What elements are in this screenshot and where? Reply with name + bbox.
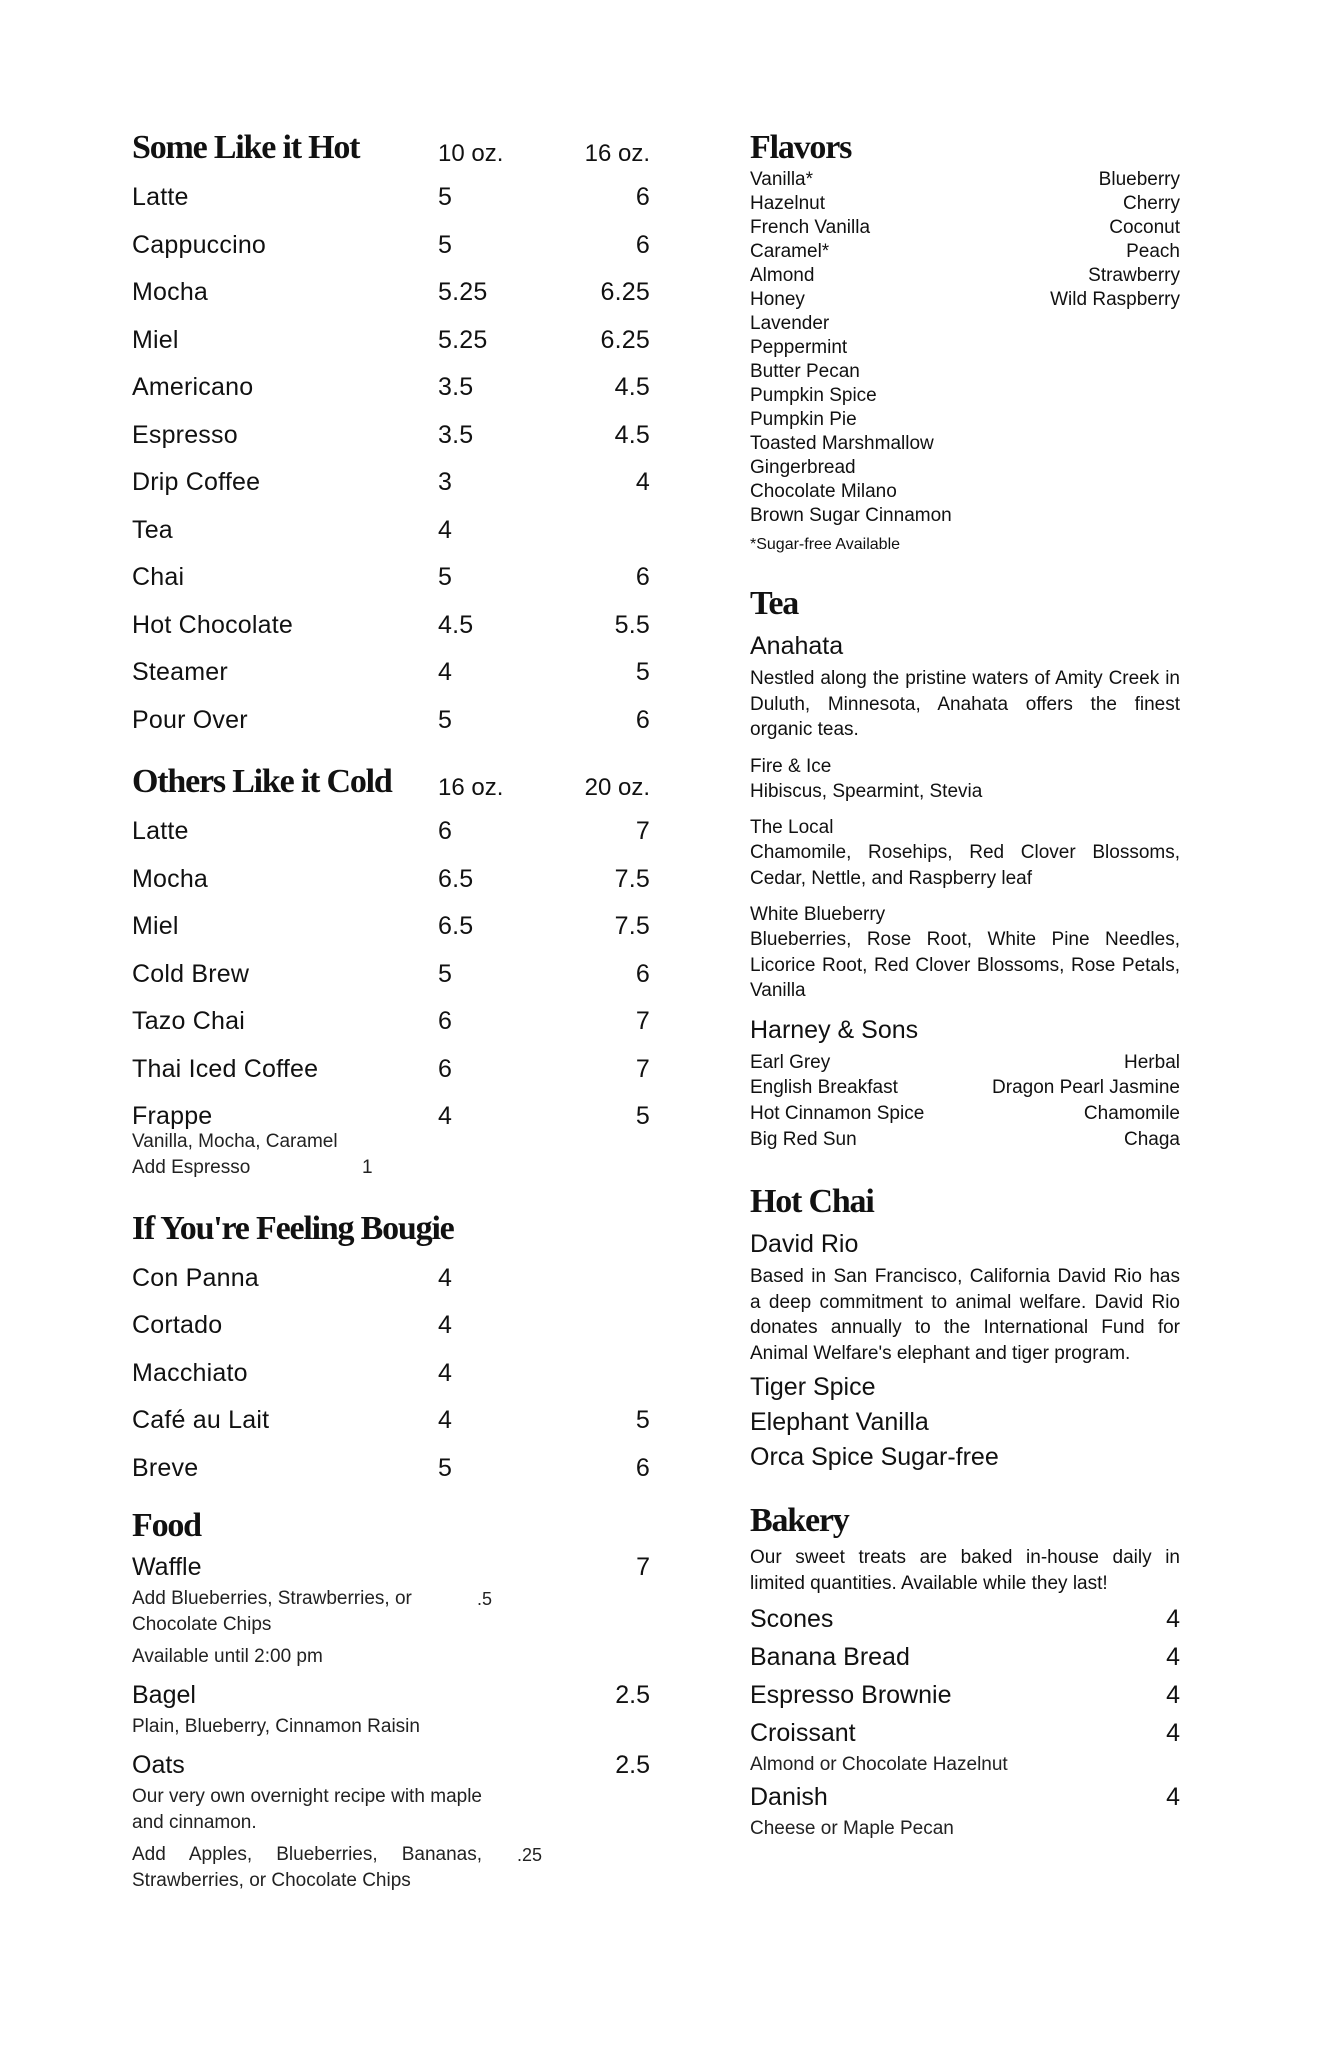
flavor-item: Cherry [1122,193,1180,214]
item-price-small: 4 [438,515,453,544]
cold-section [132,756,650,1181]
flavor-item: Vanilla* [750,169,814,190]
harney-tea: Hot Cinnamon Spice [750,1102,925,1124]
flavor-item: Peach [1126,241,1180,262]
hot-list [132,174,650,744]
menu-item [132,1397,650,1445]
item-price-small: 5.25 [438,278,488,307]
chai-item: Tiger Spice [750,1373,876,1402]
cold-header [132,756,650,802]
add-espresso-price: 1 [362,1156,373,1178]
flavor-item: Chocolate Milano [750,481,897,502]
anahata-brand: Anahata [750,632,844,660]
harney-brand: Harney & Sons [750,1015,919,1044]
harney-list [750,1050,1180,1153]
flavor-item: Brown Sugar Cinnamon [750,505,952,526]
flavor-item: Almond [750,265,815,286]
item-price-large: 6 [635,705,650,734]
item-price-small: 4.5 [438,610,474,639]
oats-add: Add Apples, Blueberries, Bananas, Strawberries, or Chocolate Chips [132,1844,482,1891]
cold-size-small: 16 oz. [438,774,504,801]
item-price-large: 6 [635,959,650,988]
item-price-small: 4 [438,1263,453,1292]
item-price-large: 4.5 [614,420,650,449]
item-price-small: 4 [438,1406,453,1435]
menu-item [132,174,650,222]
bakery-desc: Our sweet treats are baked in-house daily in limited quantities. Available while they last! [750,1547,1180,1594]
waffle-add-row [132,1586,650,1638]
harney-tea: Earl Grey [750,1051,831,1073]
bakery-item-name: Croissant [750,1719,856,1748]
bagel-name: Bagel [132,1680,196,1709]
food-header [132,1502,650,1546]
item-price-large: 6.25 [600,325,650,354]
flavor-item: Peppermint [750,337,848,358]
item-name: Breve [132,1453,199,1482]
item-price-small: 4 [438,1311,453,1340]
flavor-item: Coconut [1109,217,1180,238]
tea-section [750,580,1180,1152]
hot-header [132,122,650,168]
chai-brand: David Rio [750,1230,859,1259]
item-name: Thai Iced Coffee [132,1054,319,1083]
flavor-item: Caramel* [750,241,830,262]
menu-item [132,412,650,460]
tea-desc: Chamomile, Rosehips, Red Clover Blossoms, Cedar, Nettle, and Raspberry leaf [750,842,1180,889]
bakery-item-name: Scones [750,1605,834,1634]
menu-item [132,269,650,317]
item-name: Espresso [132,420,238,449]
item-name: Frappe [132,1102,213,1131]
flavor-item: Butter Pecan [750,361,860,382]
tea-desc: Hibiscus, Spearmint, Stevia [750,780,983,802]
item-name: Cappuccino [132,230,267,259]
item-price-large: 7.5 [614,864,650,893]
oats-add-price: .25 [516,1845,542,1865]
hot-size-small: 10 oz. [438,140,504,167]
chai-list [750,1370,1180,1475]
item-name: Latte [132,817,189,846]
tea-desc: Blueberries, Rose Root, White Pine Needles, Licorice Root, Red Clover Blossoms, Rose Petals, Vanilla [750,929,1180,1001]
cold-title: Others Like it Cold [132,763,392,800]
waffle-name: Waffle [132,1552,202,1581]
flavors-title: Flavors [750,129,852,166]
hot-size-large: 16 oz. [584,140,650,167]
item-name: Mocha [132,278,209,307]
anahata-desc: Nestled along the pristine waters of Amity Creek in Duluth, Minnesota, Anahata offers the finest organic teas. [750,668,1180,740]
item-price-small: 4 [438,1358,453,1387]
item-price-large: 7.5 [614,912,650,941]
bakery-list [750,1600,1180,1842]
item-price-small: 6 [438,1007,453,1036]
add-espresso-label: Add Espresso [132,1156,251,1178]
sugar-free-note: *Sugar-free Available [750,536,901,553]
harney-tea: English Breakfast [750,1077,898,1099]
food-section [132,1502,650,1894]
item-price-small: 5 [438,183,453,212]
bagel-price: 2.5 [615,1680,650,1709]
item-price-small: 5 [438,959,453,988]
item-price-large: 5.5 [614,610,650,639]
menu-item [132,649,650,697]
hot-section [132,122,650,744]
menu-item [132,554,650,602]
menu-item [132,1046,650,1094]
oats-add-row [132,1842,650,1894]
add-espresso-row [132,1155,650,1181]
bakery-item-sub: Almond or Chocolate Hazelnut [750,1754,1008,1776]
chai-item: Orca Spice Sugar-free [750,1443,999,1472]
oats-desc-row [132,1784,650,1836]
menu-item [132,222,650,270]
flavors-section [750,122,1180,554]
chai-item: Elephant Vanilla [750,1408,929,1437]
item-name: Americano [132,373,254,402]
waffle-note: Available until 2:00 pm [132,1646,323,1667]
menu-item [132,317,650,365]
item-price-small: 6 [438,817,453,846]
flavor-item: Pumpkin Spice [750,385,877,406]
item-price-small: 5 [438,1453,453,1482]
menu-item [132,459,650,507]
item-price-small: 4 [438,658,453,687]
item-name: Miel [132,325,179,354]
item-name: Hot Chocolate [132,610,294,639]
menu-item [132,1350,650,1398]
item-price-small: 3 [438,468,453,497]
item-price-large: 7 [635,817,650,846]
item-price-large: 6 [635,563,650,592]
food-title: Food [132,1507,201,1544]
bakery-item-price: 4 [1166,1681,1180,1710]
item-price-small: 5 [438,705,453,734]
chai-section [750,1178,1180,1475]
item-name: Latte [132,183,189,212]
item-name: Macchiato [132,1358,248,1387]
flavor-item: Hazelnut [750,193,825,214]
bagel-desc: Plain, Blueberry, Cinnamon Raisin [132,1716,420,1737]
flavors-list [750,168,1180,528]
menu-item [132,1255,650,1303]
item-price-small: 5 [438,563,453,592]
item-name: Mocha [132,864,209,893]
menu-item [132,602,650,650]
item-name: Steamer [132,658,228,687]
item-price-large: 7 [635,1054,650,1083]
item-price-large: 5 [635,1102,650,1131]
flavor-item: Strawberry [1088,265,1180,286]
bougie-title: If You're Feeling Bougie [132,1209,454,1247]
flavor-item: Blueberry [1098,169,1180,190]
right-column [750,122,1180,1842]
item-name: Miel [132,912,179,941]
item-name: Café au Lait [132,1406,270,1435]
oats-row [132,1746,650,1784]
menu-item [132,903,650,951]
waffle-price: 7 [636,1552,650,1581]
harney-tea: Herbal [1124,1051,1180,1073]
flavor-item: Lavender [750,313,830,334]
oats-price: 2.5 [615,1750,650,1779]
item-price-large: 6.25 [600,278,650,307]
item-price-large: 5 [635,658,650,687]
anahata-tea-list [750,755,1180,1004]
tea-name: White Blueberry [750,904,886,925]
menu-item [132,364,650,412]
bakery-item [750,1600,1180,1638]
bakery-item-sub: Cheese or Maple Pecan [750,1818,954,1840]
bakery-title: Bakery [750,1502,849,1540]
waffle-add-price: .5 [476,1589,492,1609]
flavor-item: Toasted Marshmallow [750,433,934,454]
bakery-item-name: Danish [750,1783,828,1812]
flavors-left-list [750,168,952,528]
oats-name: Oats [132,1750,185,1779]
item-name: Cold Brew [132,959,250,988]
flavor-item: Gingerbread [750,457,856,478]
item-name: Drip Coffee [132,468,261,497]
frappe-flavors: Vanilla, Mocha, Caramel [132,1130,338,1152]
flavors-right-list [1050,168,1180,528]
item-price-large: 6 [635,1453,650,1482]
chai-title: Hot Chai [750,1183,874,1221]
bakery-item [750,1714,1180,1752]
item-price-small: 4 [438,1102,453,1131]
menu-item [132,1302,650,1350]
hot-title: Some Like it Hot [132,129,360,166]
menu-item [132,697,650,745]
item-price-small: 5 [438,230,453,259]
bakery-item-name: Banana Bread [750,1643,910,1672]
item-price-large: 4 [635,468,650,497]
bakery-item-price: 4 [1166,1605,1180,1634]
flavor-item: Pumpkin Pie [750,409,857,430]
oats-desc: Our very own overnight recipe with maple and cinnamon. [132,1786,482,1833]
item-price-large: 5 [635,1406,650,1435]
bakery-item [750,1676,1180,1714]
bakery-section [750,1497,1180,1842]
menu-item [132,808,650,856]
item-price-small: 3.5 [438,373,474,402]
harney-tea: Dragon Pearl Jasmine [992,1077,1180,1099]
item-price-small: 3.5 [438,420,474,449]
waffle-add: Add Blueberries, Strawberries, or Chocolate Chips [132,1588,412,1635]
item-name: Con Panna [132,1263,259,1292]
item-name: Chai [132,563,185,592]
flavor-item: French Vanilla [750,217,871,238]
tea-header [750,580,1180,624]
item-price-small: 6.5 [438,864,474,893]
menu-item [132,1445,650,1493]
harney-right-list [992,1050,1180,1153]
cold-list [132,808,650,1141]
tea-title: Tea [750,585,799,622]
harney-left-list [750,1050,924,1153]
flavors-header [750,122,1180,168]
item-price-large: 4.5 [614,373,650,402]
menu-item [132,507,650,555]
tea-name: Fire & Ice [750,755,832,777]
menu-item [132,856,650,904]
item-name: Tea [132,515,173,544]
item-price-large: 7 [635,1007,650,1036]
bagel-row [132,1676,650,1714]
item-name: Pour Over [132,705,248,734]
chai-header [750,1178,1180,1222]
menu-item [132,998,650,1046]
bakery-item-price: 4 [1166,1719,1180,1748]
waffle-note-row [132,1644,650,1670]
waffle-row [132,1548,650,1586]
item-price-large: 6 [635,230,650,259]
item-price-small: 6.5 [438,912,474,941]
bakery-header [750,1497,1180,1541]
item-price-large: 6 [635,183,650,212]
bakery-item [750,1638,1180,1676]
flavor-item: Wild Raspberry [1050,289,1180,310]
item-name: Tazo Chai [132,1007,245,1036]
bougie-section [132,1203,650,1493]
bagel-desc-row [132,1714,650,1740]
bakery-item-price: 4 [1166,1783,1180,1812]
flavor-item: Honey [750,289,805,310]
item-price-small: 6 [438,1054,453,1083]
bakery-item-name: Espresso Brownie [750,1681,952,1710]
harney-tea: Chamomile [1083,1102,1180,1124]
harney-tea: Big Red Sun [750,1128,857,1150]
bougie-header [132,1203,650,1249]
harney-tea: Chaga [1124,1128,1180,1150]
bakery-item [750,1778,1180,1816]
item-price-small: 5.25 [438,325,488,354]
menu-item [132,951,650,999]
left-column [132,122,650,1894]
bougie-list [132,1255,650,1493]
tea-name: The Local [750,817,834,838]
chai-desc: Based in San Francisco, California David Rio has a deep commitment to animal welfare. David Rio donates annually to the International Fund for Animal Welfare's elephant and tiger program. [750,1266,1180,1364]
item-name: Cortado [132,1311,223,1340]
bakery-item-price: 4 [1166,1643,1180,1672]
cold-size-large: 20 oz. [584,774,650,801]
